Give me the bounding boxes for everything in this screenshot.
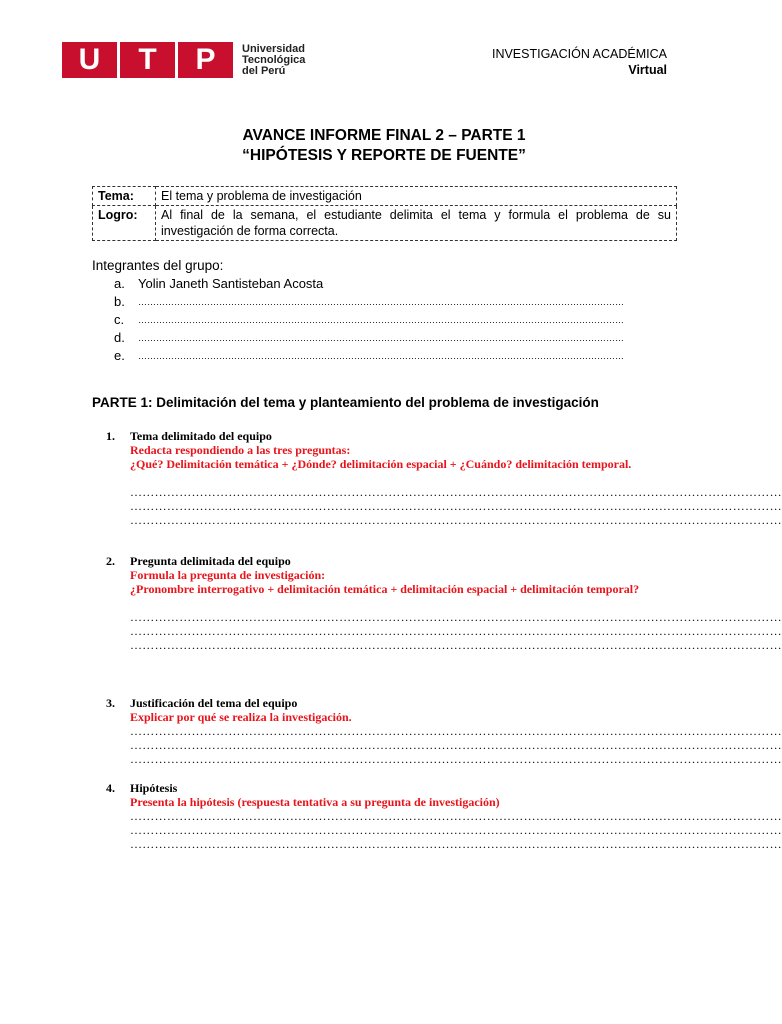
row-label: Tema: bbox=[93, 187, 156, 206]
member-blank: ……………………………………………………………………………………………………………………………………………… bbox=[138, 315, 624, 325]
question-heading: Pregunta delimitada del equipo bbox=[130, 554, 291, 568]
list-item: d. ……………………………………………………………………………………………………………………………………………… bbox=[114, 329, 672, 347]
university-name: Universidad Tecnológica del Perú bbox=[242, 42, 306, 77]
logo-letter-u: U bbox=[62, 42, 117, 78]
answer-line: …………………………………………………………………………………………………………………………………………… bbox=[130, 610, 782, 624]
answer-line: …………………………………………………………………………………………………………………………………………… bbox=[130, 513, 782, 527]
member-blank: ……………………………………………………………………………………………………………………………………………… bbox=[138, 333, 624, 343]
member-blank: ……………………………………………………………………………………………………………………………………………… bbox=[138, 297, 624, 307]
instruction-text: ¿Pronombre interrogativo + delimitación temática + delimitación espacial + delimitación temporal? bbox=[130, 582, 640, 596]
question-2: 2. Pregunta delimitada del equipo Formula la pregunta de investigación: ¿Pronombre interrogativo + delimitación temática + delimitación espacial + delimitación temporal? …………………………………………………………………………………………………………………………………………… …………………………………………………………………………………………………………………………………………… …………………………………………………………………………………………………………………………………………… bbox=[106, 554, 782, 652]
row-value: El tema y problema de investigación bbox=[156, 187, 677, 206]
table-row bbox=[93, 187, 677, 206]
question-4: 4. Hipótesis Presenta la hipótesis (respuesta tentativa a su pregunta de investigación) …………………………………………………………………………………………………………………………………………… …………………………………………………………………………………………………………………………………………… …………………………………………………………………………………………………………………………………………… bbox=[106, 781, 782, 851]
course-name: INVESTIGACIÓN ACADÉMICA bbox=[491, 47, 667, 61]
logo-letter-t: T bbox=[120, 42, 175, 78]
table-row bbox=[93, 206, 677, 241]
members-list bbox=[114, 275, 672, 365]
list-item: a. Yolin Janeth Santisteban Acosta bbox=[114, 275, 672, 293]
row-value: Al final de la semana, el estudiante delimita el tema y formula el problema de su investigación de forma correcta. bbox=[156, 206, 677, 241]
logo-letter-p: P bbox=[178, 42, 233, 78]
members-label: Integrantes del grupo: bbox=[92, 258, 224, 273]
question-heading: Hipótesis bbox=[130, 781, 178, 795]
list-item: c. ……………………………………………………………………………………………………………………………………………… bbox=[114, 311, 672, 329]
part1-title: PARTE 1: Delimitación del tema y planteamiento del problema de investigación bbox=[92, 395, 599, 410]
info-table bbox=[92, 186, 677, 241]
answer-line: …………………………………………………………………………………………………………………………………………… bbox=[130, 485, 782, 499]
member-name: Yolin Janeth Santisteban Acosta bbox=[138, 276, 324, 291]
row-label: Logro: bbox=[93, 206, 156, 241]
answer-line: …………………………………………………………………………………………………………………………………………… bbox=[130, 837, 782, 851]
question-heading: Justificación del tema del equipo bbox=[130, 696, 298, 710]
document-title: AVANCE INFORME FINAL 2 – PARTE 1 “HIPÓTESIS Y REPORTE DE FUENTE” bbox=[242, 127, 526, 164]
answer-line: …………………………………………………………………………………………………………………………………………… bbox=[130, 752, 782, 766]
instruction-text: Redacta respondiendo a las tres preguntas: bbox=[130, 443, 351, 457]
utp-logo bbox=[62, 42, 305, 78]
question-3: 3. Justificación del tema del equipo Explicar por qué se realiza la investigación. …………………………………………………………………………………………………………………………………………… …………………………………………………………………………………………………………………………………………… …………………………………………………………………………………………………………………………………………… bbox=[106, 696, 782, 766]
instruction-text: Formula la pregunta de investigación: bbox=[130, 568, 326, 582]
answer-line: …………………………………………………………………………………………………………………………………………… bbox=[130, 638, 782, 652]
answer-line: …………………………………………………………………………………………………………………………………………… bbox=[130, 823, 782, 837]
question-heading: Tema delimitado del equipo bbox=[130, 429, 272, 443]
course-header bbox=[492, 46, 667, 78]
answer-line: …………………………………………………………………………………………………………………………………………… bbox=[130, 624, 782, 638]
instruction-text: Explicar por qué se realiza la investigación. bbox=[130, 710, 352, 724]
answer-line: …………………………………………………………………………………………………………………………………………… bbox=[130, 738, 782, 752]
answer-line: …………………………………………………………………………………………………………………………………………… bbox=[130, 809, 782, 823]
answer-line: …………………………………………………………………………………………………………………………………………… bbox=[130, 499, 782, 513]
list-item: e. ……………………………………………………………………………………………………………………………………………… bbox=[114, 347, 672, 365]
instruction-text: ¿Qué? Delimitación temática + ¿Dónde? delimitación espacial + ¿Cuándo? delimitación temporal. bbox=[130, 457, 632, 471]
list-item: b. ……………………………………………………………………………………………………………………………………………… bbox=[114, 293, 672, 311]
answer-line: …………………………………………………………………………………………………………………………………………… bbox=[130, 724, 782, 738]
course-mode: Virtual bbox=[628, 63, 667, 77]
member-blank: ……………………………………………………………………………………………………………………………………………… bbox=[138, 351, 624, 361]
question-1: 1. Tema delimitado del equipo Redacta respondiendo a las tres preguntas: ¿Qué? Delimitación temática + ¿Dónde? delimitación espacial + ¿Cuándo? delimitación temporal. …………………………………………………………………………………………………………………………………………… …………………………………………………………………………………………………………………………………………… …………………………………………………………………………………………………………………………………………… bbox=[106, 429, 782, 527]
instruction-text: Presenta la hipótesis (respuesta tentativa a su pregunta de investigación) bbox=[130, 795, 500, 809]
